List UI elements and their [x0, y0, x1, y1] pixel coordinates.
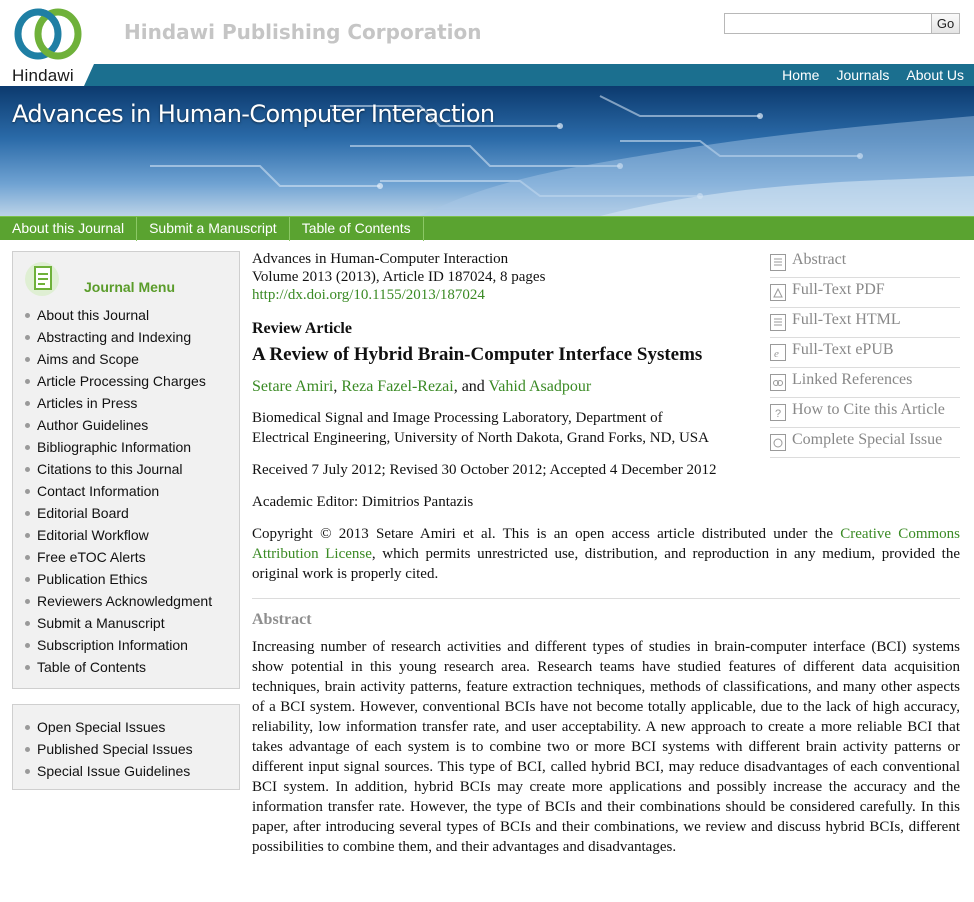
journal-menu: [12, 251, 240, 689]
special-issues-menu: [12, 704, 240, 790]
author-link[interactable]: Setare Amiri: [252, 378, 334, 395]
article-type: Review Article: [252, 320, 352, 337]
search-input[interactable]: [724, 13, 932, 34]
section-divider: [252, 598, 960, 599]
article-journal: Advances in Human-Computer Interaction: [252, 251, 509, 267]
tool-how-to-cite[interactable]: [770, 398, 960, 428]
publisher-name: Hindawi Publishing Corporation: [124, 20, 482, 44]
menu-submit-manuscript[interactable]: Submit a Manuscript: [25, 612, 212, 634]
menu-citations[interactable]: Citations to this Journal: [25, 458, 212, 480]
menu-aims-scope[interactable]: Aims and Scope: [25, 348, 212, 370]
academic-editor: Academic Editor: Dimitrios Pantazis: [252, 494, 474, 510]
nav-table-of-contents[interactable]: Table of Contents: [290, 217, 424, 241]
author-link[interactable]: Vahid Asadpour: [488, 378, 592, 395]
logo-text: Hindawi: [12, 66, 74, 85]
tool-label: Linked References: [792, 371, 913, 388]
document-icon: [25, 262, 59, 296]
author-separator: ,: [333, 378, 342, 395]
journal-title: Advances in Human-Computer Interaction: [12, 100, 495, 128]
nav-about-us[interactable]: About Us: [906, 67, 964, 83]
tool-label: How to Cite this Article: [792, 401, 945, 418]
tool-label: Full-Text HTML: [792, 311, 901, 328]
tool-label: Full-Text ePUB: [792, 341, 894, 358]
menu-processing-charges[interactable]: Article Processing Charges: [25, 370, 212, 392]
abstract-icon: [770, 254, 786, 271]
go-button[interactable]: Go: [931, 13, 960, 34]
article-affiliation: Biomedical Signal and Image Processing Laboratory, Department of Electrical Engineering, University of North Dakota, Grand Forks, ND, USA: [252, 410, 709, 446]
menu-articles-in-press[interactable]: Articles in Press: [25, 392, 212, 414]
pdf-icon: [770, 284, 786, 301]
menu-open-special-issues[interactable]: Open Special Issues: [25, 716, 193, 738]
journal-nav: [0, 216, 974, 240]
article-dates: Received 7 July 2012; Revised 30 October 2012; Accepted 4 December 2012: [252, 462, 717, 478]
nav-journals[interactable]: Journals: [836, 67, 890, 83]
tool-label: Abstract: [792, 251, 847, 268]
author-separator: , and: [453, 378, 489, 395]
tool-full-text-epub[interactable]: [770, 338, 960, 368]
article-volume: Volume 2013 (2013), Article ID 187024, 8 pages: [252, 269, 546, 285]
tool-complete-special-issue[interactable]: [770, 428, 960, 458]
copyright-text: , which permits unrestricted use, distribution, and reproduction in any medium, provided the original work is properly cited.: [252, 546, 960, 582]
copyright-notice: [252, 524, 960, 584]
nav-home[interactable]: Home: [782, 67, 820, 83]
menu-bibliographic-info[interactable]: Bibliographic Information: [25, 436, 212, 458]
journal-menu-list: [25, 304, 212, 678]
tool-full-text-html[interactable]: [770, 308, 960, 338]
html-icon: [770, 314, 786, 331]
article-title: A Review of Hybrid Brain-Computer Interface Systems: [252, 344, 703, 365]
nav-submit-manuscript[interactable]: Submit a Manuscript: [137, 217, 290, 241]
menu-editorial-board[interactable]: Editorial Board: [25, 502, 212, 524]
copyright-text: Copyright © 2013 Setare Amiri et al. This is an open access article distributed under the: [252, 526, 841, 542]
journal-menu-title: Journal Menu: [84, 279, 176, 295]
nav-about-journal[interactable]: About this Journal: [0, 217, 137, 241]
menu-special-issue-guidelines[interactable]: Special Issue Guidelines: [25, 760, 193, 782]
tool-label: Complete Special Issue: [792, 431, 943, 448]
menu-about-journal[interactable]: About this Journal: [25, 304, 212, 326]
epub-icon: [770, 344, 786, 361]
menu-subscription-info[interactable]: Subscription Information: [25, 634, 212, 656]
menu-etoc-alerts[interactable]: Free eTOC Alerts: [25, 546, 212, 568]
menu-editorial-workflow[interactable]: Editorial Workflow: [25, 524, 212, 546]
menu-table-of-contents[interactable]: Table of Contents: [25, 656, 212, 678]
link-icon: [770, 374, 786, 391]
tool-linked-references[interactable]: [770, 368, 960, 398]
license-link[interactable]: Creative Commons Attribution License: [252, 526, 960, 562]
menu-publication-ethics[interactable]: Publication Ethics: [25, 568, 212, 590]
journal-banner: [0, 86, 974, 216]
menu-contact-info[interactable]: Contact Information: [25, 480, 212, 502]
menu-author-guidelines[interactable]: Author Guidelines: [25, 414, 212, 436]
hindawi-logo-icon: [12, 6, 92, 64]
svg-text:e: e: [774, 348, 779, 360]
tool-abstract[interactable]: [770, 248, 960, 278]
special-issues-list: [25, 716, 193, 782]
menu-reviewers-ack[interactable]: Reviewers Acknowledgment: [25, 590, 212, 612]
author-link[interactable]: Reza Fazel-Rezai: [341, 378, 454, 395]
question-icon: [770, 404, 786, 421]
tool-label: Full-Text PDF: [792, 281, 885, 298]
abstract-text: Increasing number of research activities and different types of studies in brain-computer interface (BCI) systems show potential in this young research area. Research teams have studied features of different data acquisition techniques, brain activity patterns, feature extraction techniques, methods of classifications, and many other aspects of a BCI system. However, conventional BCIs have not become totally applicable, due to the lack of high accuracy, reliability, low information transfer rate, and user acceptability. A new approach to create a more reliable BCI that takes advantage of each system is to combine two or more BCI systems with different brain activity patterns or different input signal sources. This type of BCI, called hybrid BCI, may reduce disadvantages of each conventional BCI system. In addition, hybrid BCIs may create more applications and possibly increase the accuracy and the information transfer rate. However, the type of BCIs and their combinations should be considered carefully. In this paper, after introducing several types of BCIs and their combinations, we review and discuss hybrid BCIs, different possibilities to combine them, and their advantages and disadvantages.: [252, 639, 960, 855]
top-nav: [94, 64, 974, 86]
circle-icon: [770, 434, 786, 451]
menu-published-special-issues[interactable]: Published Special Issues: [25, 738, 193, 760]
menu-abstracting-indexing[interactable]: Abstracting and Indexing: [25, 326, 212, 348]
svg-text:?: ?: [775, 408, 782, 420]
hindawi-logo[interactable]: [8, 6, 92, 86]
tool-full-text-pdf[interactable]: [770, 278, 960, 308]
article-doi-link[interactable]: http://dx.doi.org/10.1155/2013/187024: [252, 287, 485, 303]
article-tools: [770, 248, 960, 458]
abstract-heading: Abstract: [252, 611, 312, 628]
